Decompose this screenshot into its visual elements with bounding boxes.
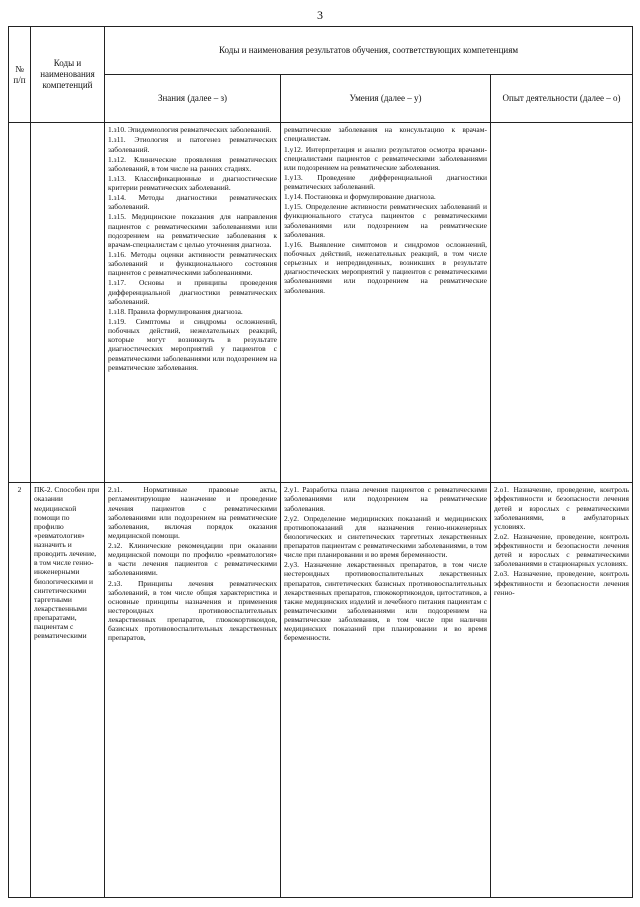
knowledge-item: 1.з15. Медицинские показания для направления пациентов с ревматическими заболеваниями или подозрением на ревматические заболевания к врачам-специалистам с целью уточнения диагноза. bbox=[108, 212, 277, 249]
knowledge-item: 2.з3. Принципы лечения ревматических заболеваний, в том числе общая характеристика и основные принципы назначения и применения нестероидных противовоспалительных лекарственных препаратов, глюкокортикоидов, базисных противовоспалительных лекарственных препаратов, bbox=[108, 578, 277, 643]
knowledge-item: 1.з18. Правила формулирования диагноза. bbox=[108, 306, 243, 316]
experience-item: 2.о1. Назначение, проведение, контроль эффективности и безопасности лечения детей и взрослых с ревматическими заболеваниями, в амбулаторных условиях. bbox=[494, 485, 629, 531]
knowledge-item: 1.з11. Этиология и патогенез ревматических заболеваний. bbox=[108, 135, 277, 154]
page-number: 3 bbox=[317, 8, 323, 22]
header-knowledge: Знания (далее – з) bbox=[105, 75, 281, 123]
skill-item: 1.у16. Выявление симптомов и синдромов осложнений, побочных действий, нежелательных реакций, в том числе серьезных и непредвиденных, возникших в результате диагностических мероприятий у пациентов с ревматическими заболеваниями или подозрением на ревматические заболевания. bbox=[284, 239, 487, 295]
row2-skills bbox=[281, 483, 491, 898]
table-row bbox=[9, 123, 633, 483]
row2-num: 2 bbox=[9, 483, 31, 898]
row1-skills bbox=[281, 123, 491, 483]
experience-item: 2.о3. Назначение, проведение, контроль эффективности и безопасности лечения генно- bbox=[494, 569, 629, 597]
knowledge-item: 1.з17. Основы и принципы проведения дифференциальной диагностики ревматических заболеваний. bbox=[108, 278, 277, 306]
row2-knowledge bbox=[105, 483, 281, 898]
row1-experience bbox=[491, 123, 633, 483]
row1-num bbox=[9, 123, 31, 483]
competency-table bbox=[8, 26, 633, 898]
header-num: № п/п bbox=[9, 27, 31, 123]
row1-code bbox=[31, 123, 105, 483]
skill-item: 2.у3. Назначение лекарственных препаратов, в том числе нестероидных противовоспалительных лекарственных препаратов, синтетических базисных противовоспалительных лекарственных препаратов, глюкокортикоидов, цитостатиков, а также медицинских изделий и лечебного питания пациентам с ревматическими заболеваниями или подозрением на ревматические заболевания, в том числе при наличии медицинских показаний при планировании и во время беременности. bbox=[284, 560, 487, 643]
header-skills: Умения (далее – у) bbox=[281, 75, 491, 123]
skill-item: 2.у2. Определение медицинских показаний и медицинских противопоказаний для назначения генно-инженерных биологических и синтетических таргетных лекарственных препаратов пациентам с ревматическими заболеваниями, в том числе при планировании и во время беременности. bbox=[284, 513, 487, 560]
skill-item: 1.у13. Проведение дифференциальной диагностики ревматических заболеваний. bbox=[284, 172, 487, 192]
header-codes: Коды и наименования компетенций bbox=[31, 27, 105, 123]
header-results: Коды и наименования результатов обучения, соответствующих компетенциям bbox=[105, 27, 633, 75]
knowledge-item: 1.з16. Методы оценки активности ревматических заболеваний и функционального состояния пациентов с ревматическими заболеваниями. bbox=[108, 250, 277, 278]
knowledge-item: 1.з12. Клинические проявления ревматических заболеваний, в том числе на ранних стадиях. bbox=[108, 154, 277, 173]
skill-item: 1.у12. Интерпретация и анализ результатов осмотра врачами-специалистами пациентов с ревматическими заболеваниями или подозрением на ревматические заболевания. bbox=[284, 144, 487, 172]
skill-item: 2.у1. Разработка плана лечения пациентов с ревматическими заболеваниями или подозрением на ревматические заболевания. bbox=[284, 485, 487, 513]
header-row-top bbox=[9, 27, 633, 75]
skill-item: ревматические заболевания на консультацию к врачам-специалистам. bbox=[284, 125, 487, 144]
knowledge-item: 1.з10. Эпидемиология ревматических заболеваний. bbox=[108, 125, 272, 135]
row1-knowledge bbox=[105, 123, 281, 483]
knowledge-item: 1.з19. Симптомы и синдромы осложнений, побочных действий, нежелательных реакций, которые могут возникнуть в результате диагностических мероприятий у пациентов с ревматическими заболеваниями или подозрением на ревматические заболевания. bbox=[108, 317, 277, 372]
table-row bbox=[9, 483, 633, 898]
experience-item: 2.о2. Назначение, проведение, контроль эффективности и безопасности лечения детей и взрослых с ревматическими заболеваниями в стационарных условиях. bbox=[494, 531, 629, 569]
knowledge-item: 1.з13. Классификационные и диагностические критерии ревматических заболеваний. bbox=[108, 173, 277, 193]
header-experience: Опыт деятельности (далее – о) bbox=[491, 75, 633, 123]
row2-code: ПК-2. Способен при оказании медицинской помощи по профилю «ревматология» назначить и проводить лечение, в том числе генно-инженерными биологическими и синтетическими таргетными лекарственными препаратами, пациентам с ревматическими bbox=[31, 483, 105, 898]
knowledge-item: 1.з14. Методы диагностики ревматических заболеваний. bbox=[108, 193, 277, 212]
skill-item: 1.у15. Определение активности ревматических заболеваний и функционального статуса пациентов с ревматическими заболеваниями или подозрением на ревматические заболевания. bbox=[284, 202, 487, 239]
knowledge-item: 2.з1. Нормативные правовые акты, регламентирующие назначение и проведение лечения пациентов с ревматическими заболеваниями или подозрением на ревматические заболевания, включая порядок оказания медицинской помощи. bbox=[108, 485, 277, 540]
skill-item: 1.у14. Постановка и формулирование диагноза. bbox=[284, 192, 436, 202]
knowledge-item: 2.з2. Клинические рекомендации при оказании медицинской помощи по профилю «ревматология» в части лечения пациентов с ревматическими заболеваниями. bbox=[108, 541, 277, 578]
row2-experience bbox=[491, 483, 633, 898]
